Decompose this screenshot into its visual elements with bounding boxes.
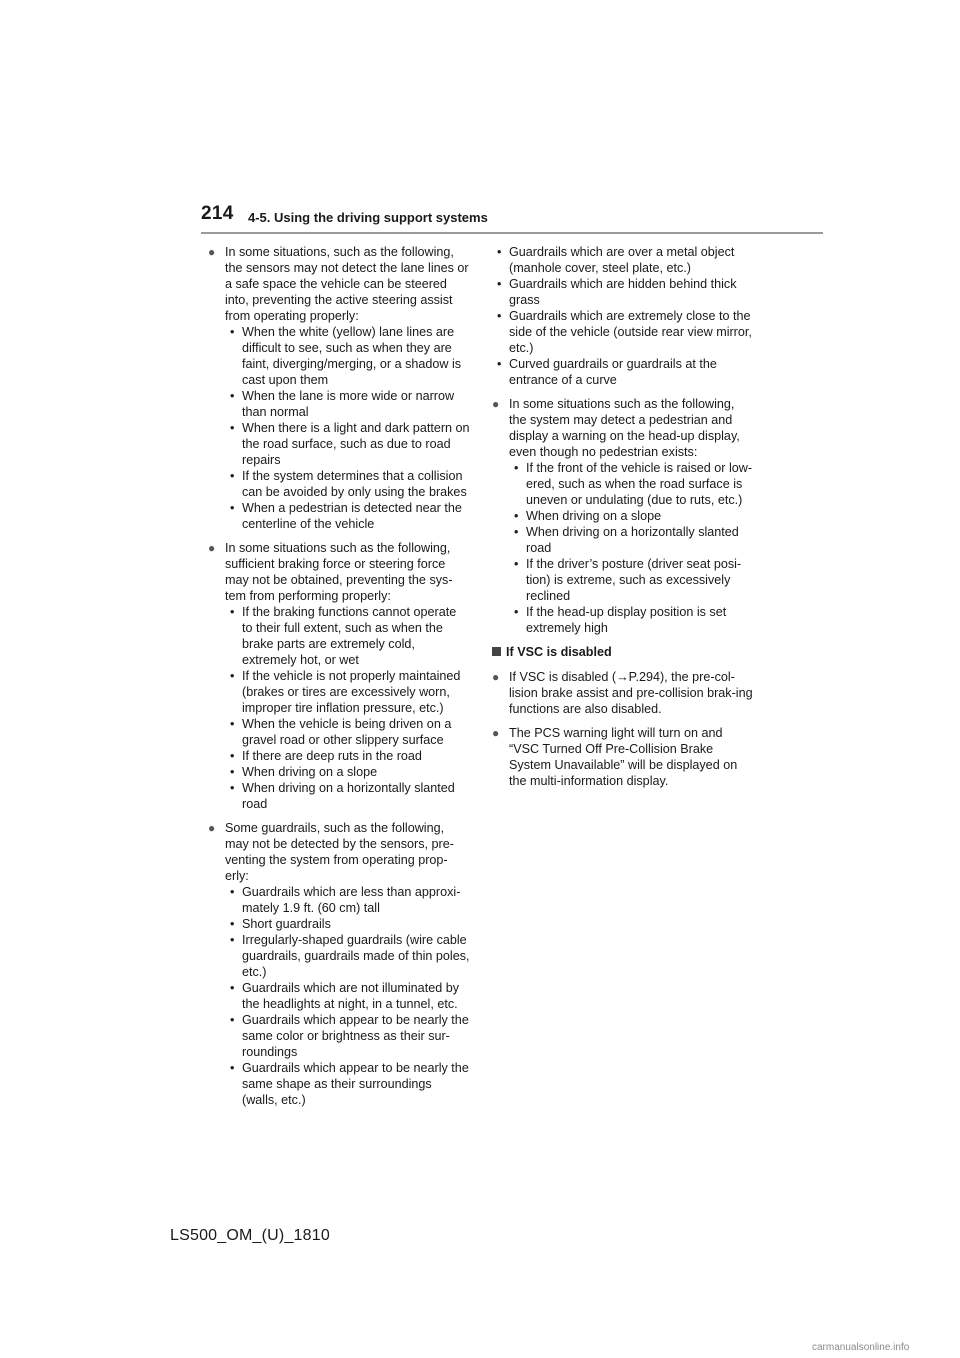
paragraph-text: In some situations such as the following, sufficient braking force or steering force may not be obtained, preventing the sys-tem from performing properly: xyxy=(225,541,453,603)
bullet-circle-icon: ● xyxy=(208,245,216,259)
list-item: • Guardrails which are extremely close to the side of the vehicle (outside rear view mirror, etc.) xyxy=(497,309,752,355)
guardrail-continued-list xyxy=(492,244,754,388)
pedestrian-detection-paragraph xyxy=(492,396,754,636)
list-item: • If the front of the vehicle is raised or low-ered, such as when the road surface is uneven or undulating (due to ruts, etc.) xyxy=(514,461,753,507)
list-item: • When driving on a slope xyxy=(514,509,662,523)
condition-list xyxy=(225,604,470,812)
bullet-dot-icon: • xyxy=(230,421,235,435)
bullet-dot-icon: • xyxy=(497,245,502,259)
bullet-dot-icon: • xyxy=(497,277,502,291)
list-item: • When a pedestrian is detected near the centerline of the vehicle xyxy=(230,501,462,531)
vsc-heading xyxy=(492,644,754,660)
bullet-circle-icon: ● xyxy=(492,670,500,684)
list-item: • Guardrails which are hidden behind thick grass xyxy=(497,277,737,307)
bullet-dot-icon: • xyxy=(514,461,519,475)
bullet-dot-icon: • xyxy=(230,605,235,619)
page-number: 214 xyxy=(201,203,234,224)
list-item: • Guardrails which are not illuminated by the headlights at night, in a tunnel, etc. xyxy=(230,981,459,1011)
bullet-circle-icon: ● xyxy=(492,726,500,740)
bullet-dot-icon: • xyxy=(230,917,235,931)
list-item: • Guardrails which appear to be nearly the same color or brightness as their sur-roundings xyxy=(230,1013,469,1059)
guardrail-paragraph xyxy=(208,820,470,1108)
list-item: • Guardrails which are over a metal object (manhole cover, steel plate, etc.) xyxy=(497,245,735,275)
pcs-warning-paragraph xyxy=(492,725,754,789)
bullet-dot-icon: • xyxy=(230,501,235,515)
bullet-dot-icon: • xyxy=(514,557,519,571)
bullet-dot-icon: • xyxy=(230,1061,235,1075)
list-item: • When the white (yellow) lane lines are difficult to see, such as when they are faint, diverging/merging, or a shadow is cast upon them xyxy=(230,325,462,387)
list-item: • When there is a light and dark pattern on the road surface, such as due to road repairs xyxy=(230,421,470,467)
paragraph-text: The PCS warning light will turn on and “VSC Turned Off Pre-Collision Brake System Unavailable” will be displayed on the multi-information display. xyxy=(509,726,738,788)
list-item: • When the vehicle is being driven on a gravel road or other slippery surface xyxy=(230,717,452,747)
list-item: • Short guardrails xyxy=(230,917,331,931)
list-item: • If the head-up display position is set extremely high xyxy=(514,605,727,635)
bullet-dot-icon: • xyxy=(230,469,235,483)
square-heading-icon xyxy=(492,647,501,656)
bullet-dot-icon: • xyxy=(230,749,235,763)
header-divider xyxy=(201,232,823,234)
bullet-dot-icon: • xyxy=(230,389,235,403)
document-code: LS500_OM_(U)_1810 xyxy=(170,1227,330,1244)
right-column xyxy=(492,244,754,797)
bullet-dot-icon: • xyxy=(514,509,519,523)
paragraph-text: Some guardrails, such as the following, may not be detected by the sensors, pre-venting the system from operating prop-erly: xyxy=(225,821,454,883)
bullet-dot-icon: • xyxy=(230,933,235,947)
paragraph-text: If VSC is disabled (→P.294), the pre-col-lision brake assist and pre-collision brak-ing functions are also disabled. xyxy=(509,670,753,716)
bullet-circle-icon: ● xyxy=(492,397,500,411)
bullet-circle-icon: ● xyxy=(208,821,216,835)
bullet-dot-icon: • xyxy=(230,325,235,339)
paragraph-text: In some situations such as the following, the system may detect a pedestrian and display a warning on the head-up display, even though no pedestrian exists: xyxy=(509,397,740,459)
list-item: • If there are deep ruts in the road xyxy=(230,749,422,763)
list-item: • When driving on a horizontally slanted road xyxy=(230,781,455,811)
watermark: carmanualsonline.info xyxy=(812,1342,910,1353)
bullet-dot-icon: • xyxy=(497,309,502,323)
lane-detection-paragraph xyxy=(208,244,470,532)
section-title: 4-5. Using the driving support systems xyxy=(248,210,488,225)
heading-text: If VSC is disabled xyxy=(506,645,612,659)
list-item: • If the driver’s posture (driver seat posi-tion) is extreme, such as excessively reclined xyxy=(514,557,742,603)
condition-list xyxy=(225,324,470,532)
paragraph-text: In some situations, such as the following, the sensors may not detect the lane lines or a safe space the vehicle can be steered into, preventing the active steering assist from operating properly: xyxy=(225,245,469,323)
left-column xyxy=(208,244,470,1116)
list-item: • If the vehicle is not properly maintained (brakes or tires are excessively worn, improper tire inflation pressure, etc.) xyxy=(230,669,461,715)
vsc-disabled-paragraph xyxy=(492,669,754,717)
list-item: • When driving on a slope xyxy=(230,765,378,779)
bullet-dot-icon: • xyxy=(230,781,235,795)
list-item: • When driving on a horizontally slanted road xyxy=(514,525,739,555)
bullet-dot-icon: • xyxy=(230,765,235,779)
bullet-dot-icon: • xyxy=(230,669,235,683)
page-header xyxy=(201,203,823,235)
condition-list xyxy=(509,460,754,636)
list-item: • When the lane is more wide or narrow than normal xyxy=(230,389,455,419)
bullet-dot-icon: • xyxy=(230,885,235,899)
list-item: • Irregularly-shaped guardrails (wire cable guardrails, guardrails made of thin poles, etc.) xyxy=(230,933,470,979)
bullet-circle-icon: ● xyxy=(208,541,216,555)
bullet-dot-icon: • xyxy=(514,605,519,619)
list-item: • Guardrails which are less than approxi-mately 1.9 ft. (60 cm) tall xyxy=(230,885,461,915)
list-item: • If the system determines that a collision can be avoided by only using the brakes xyxy=(230,469,467,499)
bullet-dot-icon: • xyxy=(514,525,519,539)
list-item: • Curved guardrails or guardrails at the entrance of a curve xyxy=(497,357,717,387)
bullet-dot-icon: • xyxy=(230,1013,235,1027)
braking-force-paragraph xyxy=(208,540,470,812)
list-item: • If the braking functions cannot operate to their full extent, such as when the brake parts are extremely cold, extremely hot, or wet xyxy=(230,605,457,667)
condition-list xyxy=(225,884,470,1108)
bullet-dot-icon: • xyxy=(230,717,235,731)
list-item: • Guardrails which appear to be nearly the same shape as their surroundings (walls, etc.) xyxy=(230,1061,469,1107)
bullet-dot-icon: • xyxy=(497,357,502,371)
bullet-dot-icon: • xyxy=(230,981,235,995)
